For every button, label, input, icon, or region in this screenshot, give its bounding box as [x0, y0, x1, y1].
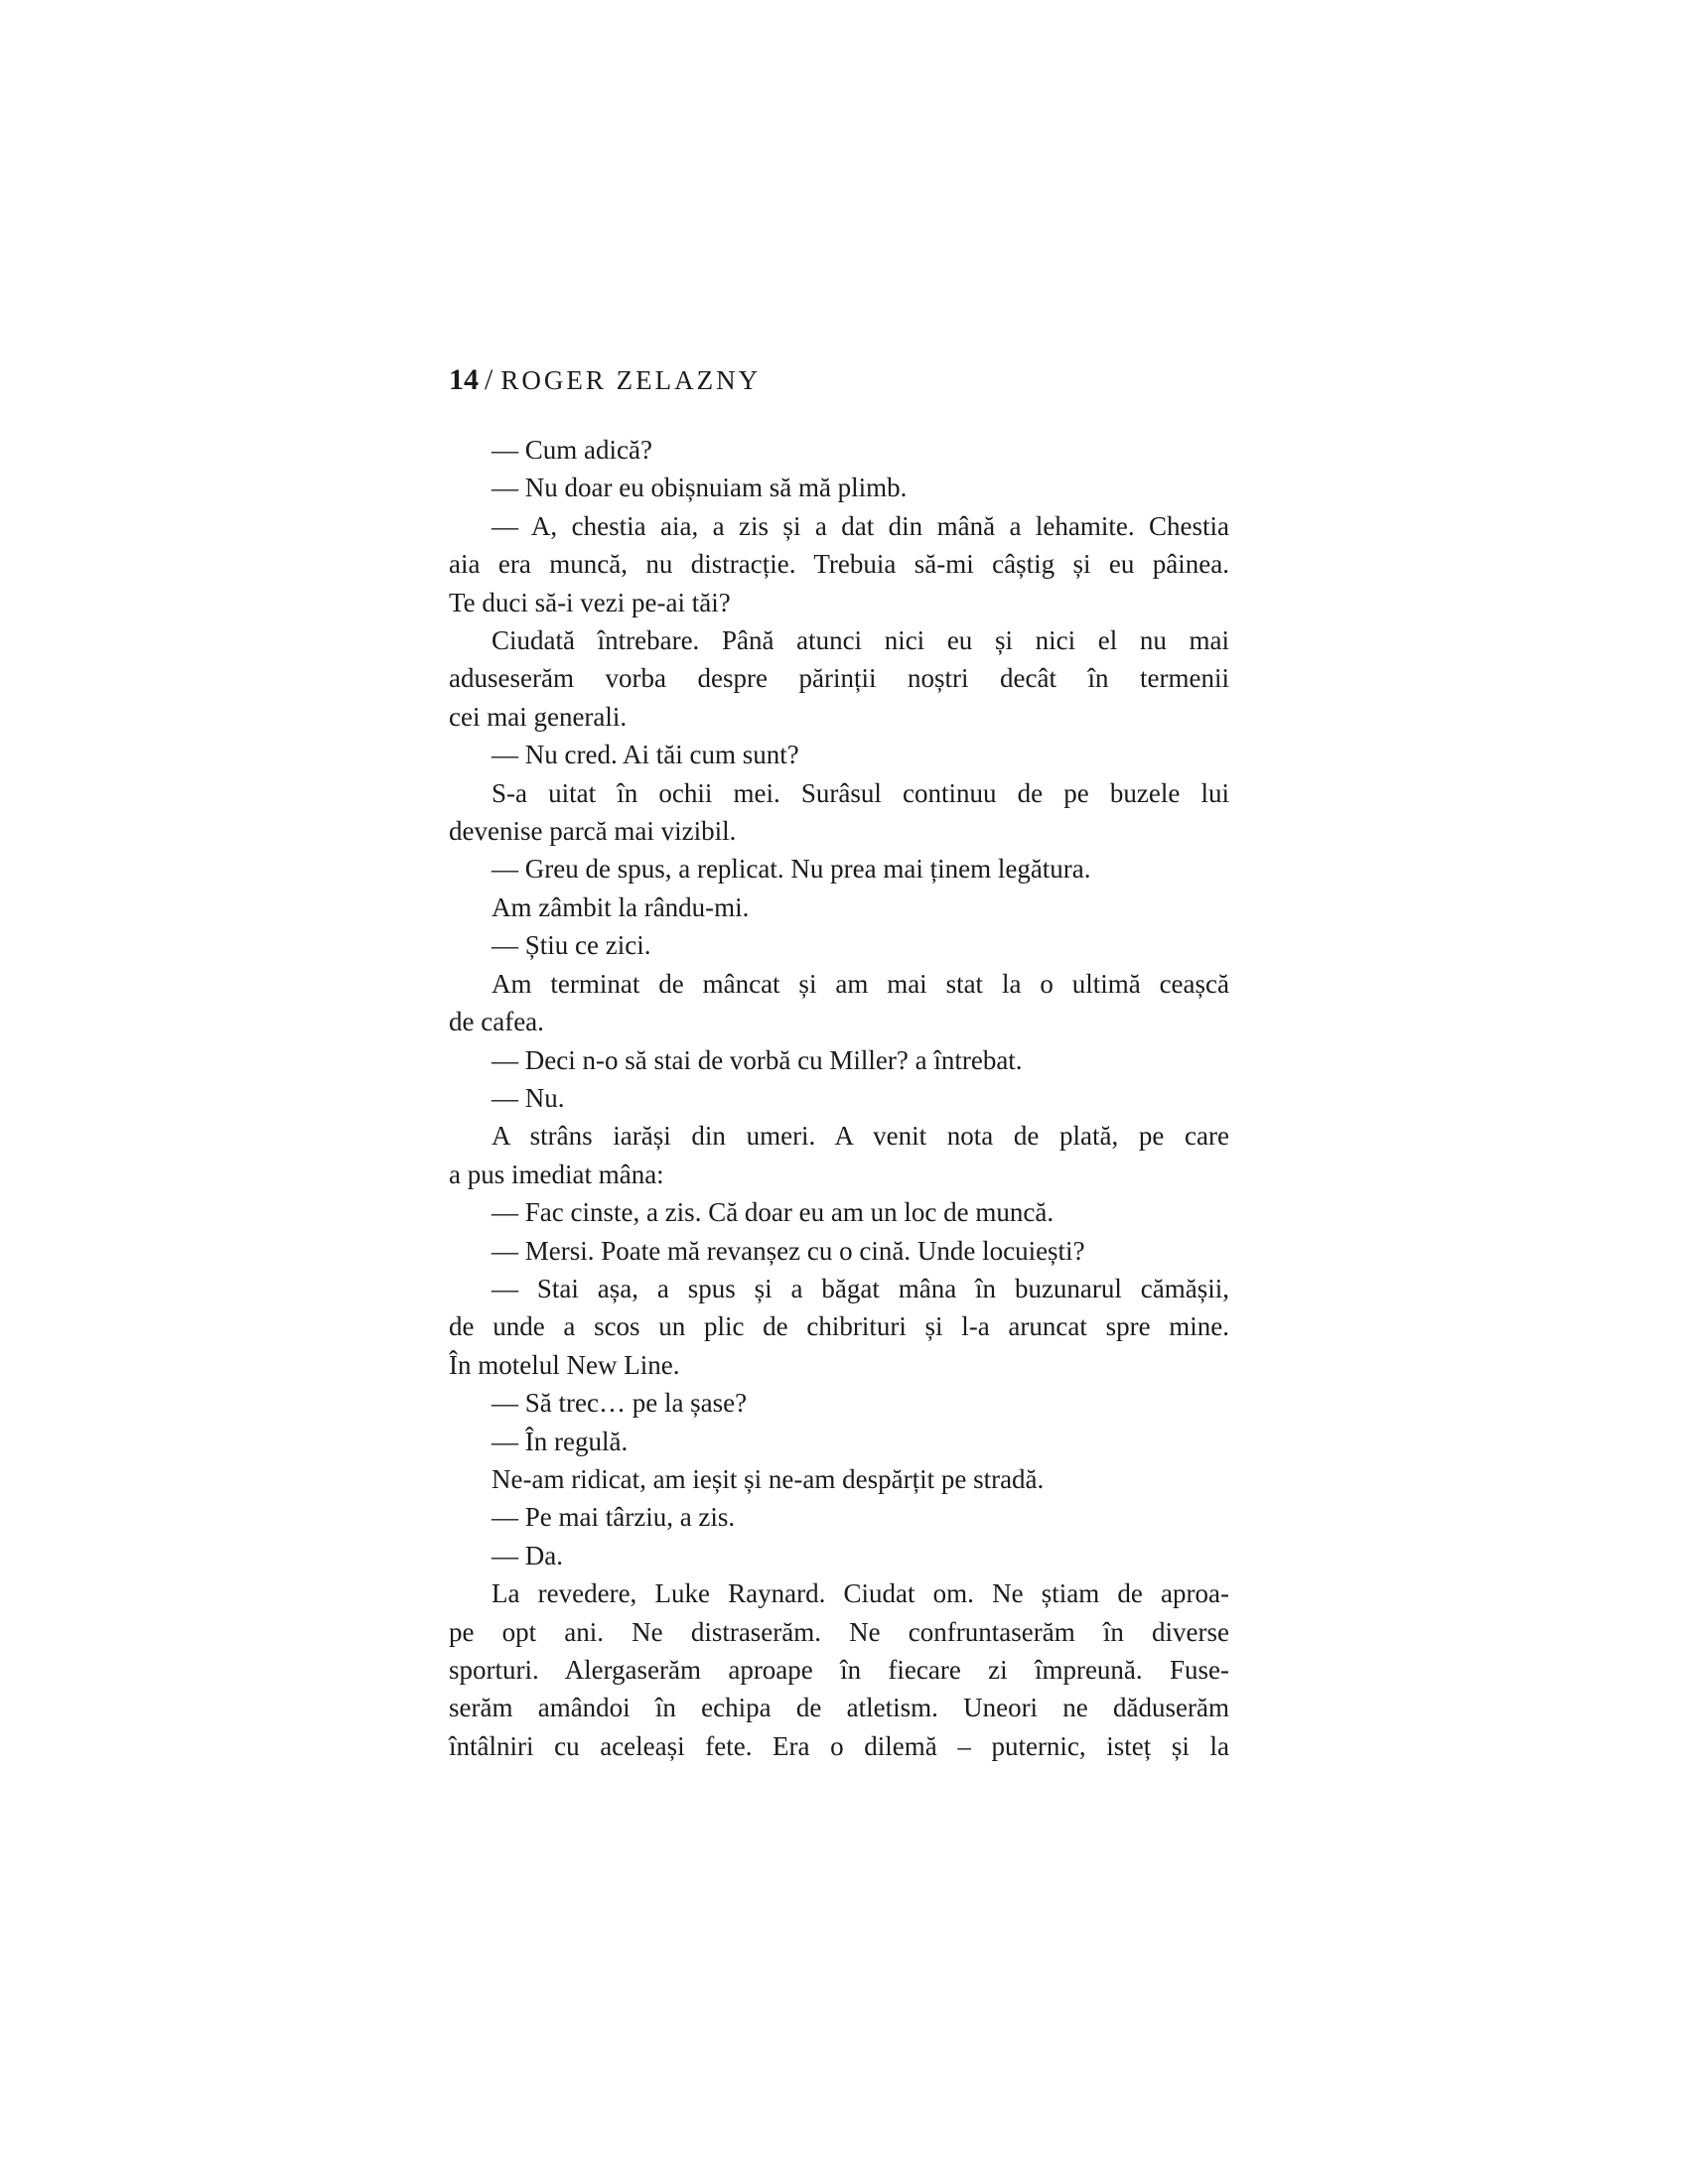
paragraph	[449, 1460, 1229, 1498]
paragraph	[449, 1232, 1229, 1270]
page-number: 14	[449, 363, 479, 396]
paragraph	[449, 850, 1229, 887]
text-line: întâlniri cu aceleași fete. Era o dilemă – puternic, isteț și la	[449, 1730, 1229, 1761]
text-line: — Nu.	[492, 1082, 565, 1113]
paragraph	[449, 774, 1229, 851]
text-line: de unde a scos un plic de chibrituri și l-a aruncat spre mine.	[449, 1311, 1229, 1342]
text-line: — Nu cred. Ai tăi cum sunt?	[492, 740, 799, 770]
text-line: Am terminat de mâncat și am mai stat la o ultimă ceașcă	[492, 968, 1229, 999]
text-line: — Deci n-o să stai de vorbă cu Miller? a întrebat.	[492, 1044, 1023, 1075]
text-line: Ciudată întrebare. Până atunci nici eu și nici el nu mai	[492, 625, 1229, 656]
header-separator: /	[485, 363, 493, 396]
text-line: aia era muncă, nu distracție. Trebuia să-mi câștig și eu pâinea.	[449, 549, 1229, 580]
text-line: — Pe mai târziu, a zis.	[492, 1502, 736, 1533]
text-line: devenise parcă mai vizibil.	[449, 816, 737, 847]
text-line: — Nu doar eu obișnuiam să mă plimb.	[492, 473, 908, 503]
text-line: — Fac cinste, a zis. Că doar eu am un loc de muncă.	[492, 1197, 1055, 1228]
text-line: de cafea.	[449, 1007, 544, 1037]
text-line: Am zâmbit la rându-mi.	[492, 891, 750, 922]
paragraph	[449, 621, 1229, 736]
paragraph	[449, 1498, 1229, 1536]
paragraph	[449, 1193, 1229, 1231]
text-line: — Cum adică?	[492, 435, 652, 465]
text-line: a pus imediat mâna:	[449, 1159, 664, 1189]
text-line: — Stai așa, a spus și a băgat mâna în buzunarul cămășii,	[492, 1273, 1229, 1303]
paragraph	[449, 1270, 1229, 1384]
text-line: — Știu ce zici.	[492, 930, 651, 961]
paragraph	[449, 1117, 1229, 1193]
text-line: — Să trec… pe la șase?	[492, 1388, 748, 1419]
text-line: pe opt ani. Ne distraserăm. Ne confruntaserăm în diverse	[449, 1616, 1229, 1647]
text-line: — Mersi. Poate mă revanșez cu o cină. Unde locuiești?	[492, 1235, 1085, 1266]
text-line: sporturi. Alergaserăm aproape în fiecare zi împreună. Fuse-	[449, 1655, 1229, 1685]
paragraph	[449, 1079, 1229, 1117]
text-line: Ne-am ridicat, am ieșit și ne-am despărțit pe stradă.	[492, 1463, 1045, 1494]
text-line: S-a uitat în ochii mei. Surâsul continuu de pe buzele lui	[492, 777, 1229, 808]
text-line: — Greu de spus, a replicat. Nu prea mai ținem legătura.	[492, 854, 1091, 885]
text-line: La revedere, Luke Raynard. Ciudat om. Ne știam de aproa-	[492, 1578, 1229, 1609]
text-line: Te duci să-i vezi pe-ai tăi?	[449, 587, 731, 617]
paragraph	[449, 507, 1229, 621]
paragraph	[449, 736, 1229, 773]
text-line: A strâns iarăși din umeri. A venit nota de plată, pe care	[492, 1121, 1229, 1152]
paragraph	[449, 965, 1229, 1041]
text-line: În motelul New Line.	[449, 1349, 680, 1380]
paragraph	[449, 1537, 1229, 1574]
paragraph	[449, 1384, 1229, 1422]
text-line: — Da.	[492, 1540, 563, 1570]
paragraph	[449, 469, 1229, 506]
text-line: cei mai generali.	[449, 701, 628, 732]
text-line: serăm amândoi în echipa de atletism. Uneori ne dăduserăm	[449, 1693, 1229, 1723]
paragraph	[449, 431, 1229, 469]
page-header	[449, 363, 1229, 397]
paragraph	[449, 1423, 1229, 1460]
paragraph	[449, 888, 1229, 926]
running-title: ROGER ZELAZNY	[500, 365, 762, 395]
text-line: — A, chestia aia, a zis și a dat din mână a lehamite. Chestia	[492, 510, 1229, 541]
paragraph	[449, 926, 1229, 964]
paragraph	[449, 1574, 1229, 1765]
text-line: — În regulă.	[492, 1426, 629, 1456]
body-text	[449, 431, 1229, 1765]
paragraph	[449, 1041, 1229, 1079]
text-line: aduseserăm vorba despre părinții noștri decât în termenii	[449, 663, 1229, 694]
